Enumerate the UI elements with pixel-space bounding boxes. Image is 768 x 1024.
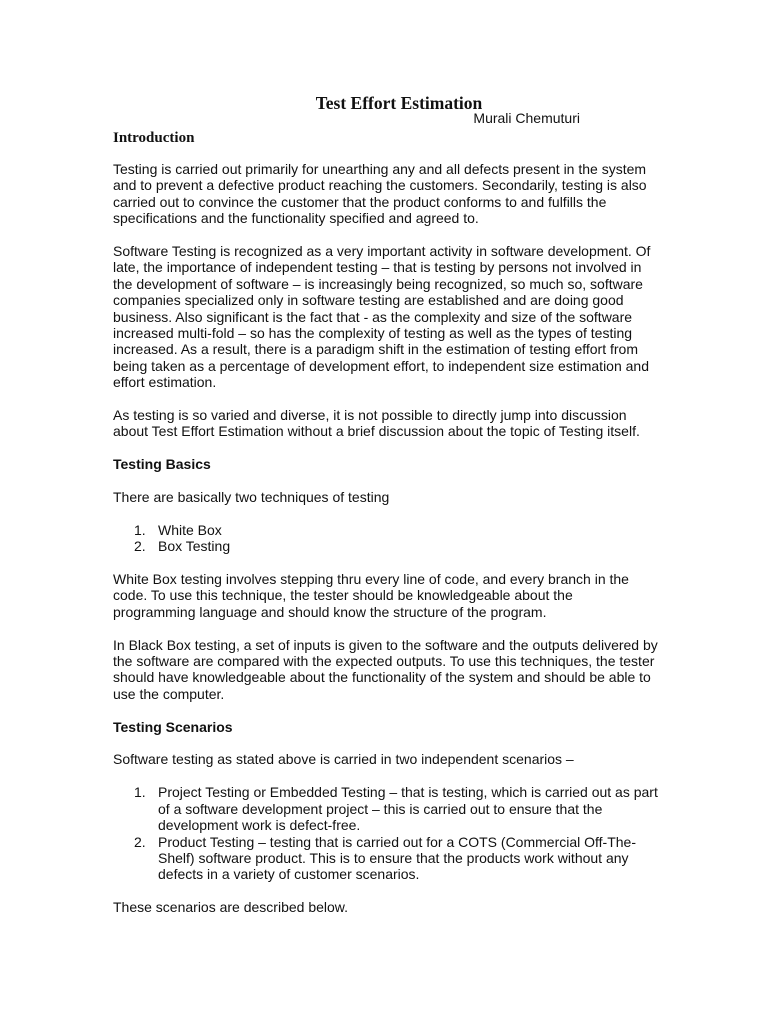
text-line: carried out to convince the customer that the product conforms to and fulfills the — [113, 193, 607, 210]
text-line: should have knowledgeable about the functionality of the system and should be able to — [113, 669, 651, 686]
text-line: In Black Box testing, a set of inputs is given to the software and the outputs delivered by — [113, 636, 658, 653]
text-line: of a software development project – this is carried out to ensure that the — [158, 800, 603, 817]
numbered-list — [113, 784, 673, 882]
text-line: code. To use this technique, the tester should be knowledgeable about the — [113, 587, 573, 604]
list-item — [113, 522, 673, 538]
text-line: As testing is so varied and diverse, it is not possible to directly jump into discussion — [113, 407, 627, 424]
text-line: the development of software – is increasingly being recognized, so much so, software — [113, 275, 643, 292]
document-title: Test Effort Estimation — [315, 93, 483, 113]
text-line: Software Testing is recognized as a very important activity in software development. Of — [113, 243, 651, 260]
text-line: the software are compared with the expected outputs. To use this techniques, the tester — [113, 653, 655, 670]
text-line: development work is defect-free. — [158, 817, 361, 834]
text-line: late, the importance of independent testing – that is testing by persons not involved in — [113, 259, 642, 276]
paragraph — [113, 161, 673, 227]
paragraph — [113, 571, 673, 620]
paragraph: These scenarios are described below. — [113, 899, 349, 916]
text-line: defects in a variety of customer scenarios. — [158, 866, 420, 883]
numbered-list — [113, 522, 673, 555]
list-item — [113, 834, 673, 883]
section-heading-introduction: Introduction — [113, 130, 195, 146]
text-line: Testing is carried out primarily for unearthing any and all defects present in the system — [113, 161, 647, 177]
text-line: White Box — [158, 521, 222, 538]
document-page — [113, 92, 673, 916]
text-line: increased multi-fold – so has the complexity of testing as well as the types of testing — [113, 325, 633, 342]
paragraph — [113, 637, 673, 703]
text-line: Project Testing or Embedded Testing – that is testing, which is carried out as part — [158, 784, 658, 801]
list-number: 2. — [134, 833, 146, 850]
text-line: Shelf) software product. This is to ensure that the products work without any — [158, 849, 629, 866]
text-line: Box Testing — [158, 538, 231, 555]
list-number: 1. — [134, 784, 146, 801]
text-line: programming language and should know the structure of the program. — [113, 603, 547, 620]
section-heading-testing-basics: Testing Basics — [113, 456, 211, 473]
paragraph — [113, 407, 673, 440]
text-line: Product Testing – testing that is carried out for a COTS (Commercial Off-The- — [158, 833, 636, 850]
list-item — [113, 538, 673, 554]
text-line: White Box testing involves stepping thru every line of code, and every branch in the — [113, 571, 629, 588]
paragraph: Software testing as stated above is carried in two independent scenarios – — [113, 751, 574, 768]
list-number: 1. — [134, 521, 146, 538]
author-name: Murali Chemuturi — [473, 110, 580, 126]
paragraph: There are basically two techniques of testing — [113, 489, 390, 506]
text-line: about Test Effort Estimation without a brief discussion about the topic of Testing itself. — [113, 423, 640, 440]
paragraph — [113, 243, 673, 391]
section-heading-testing-scenarios: Testing Scenarios — [113, 718, 233, 735]
list-number: 2. — [134, 538, 146, 555]
list-item — [113, 784, 673, 833]
text-line: being taken as a percentage of development effort, to independent size estimation and — [113, 357, 649, 374]
text-line: increased. As a result, there is a paradigm shift in the estimation of testing effort from — [113, 341, 638, 358]
text-line: business. Also significant is the fact that - as the complexity and size of the software — [113, 308, 633, 325]
text-line: use the computer. — [113, 685, 225, 702]
text-line: companies specialized only in software testing are established and are doing good — [113, 292, 624, 309]
text-line: effort estimation. — [113, 374, 217, 391]
text-line: and to prevent a defective product reaching the customers. Secondarily, testing is also — [113, 177, 647, 194]
text-line: specifications and the functionality specified and agreed to. — [113, 210, 479, 227]
